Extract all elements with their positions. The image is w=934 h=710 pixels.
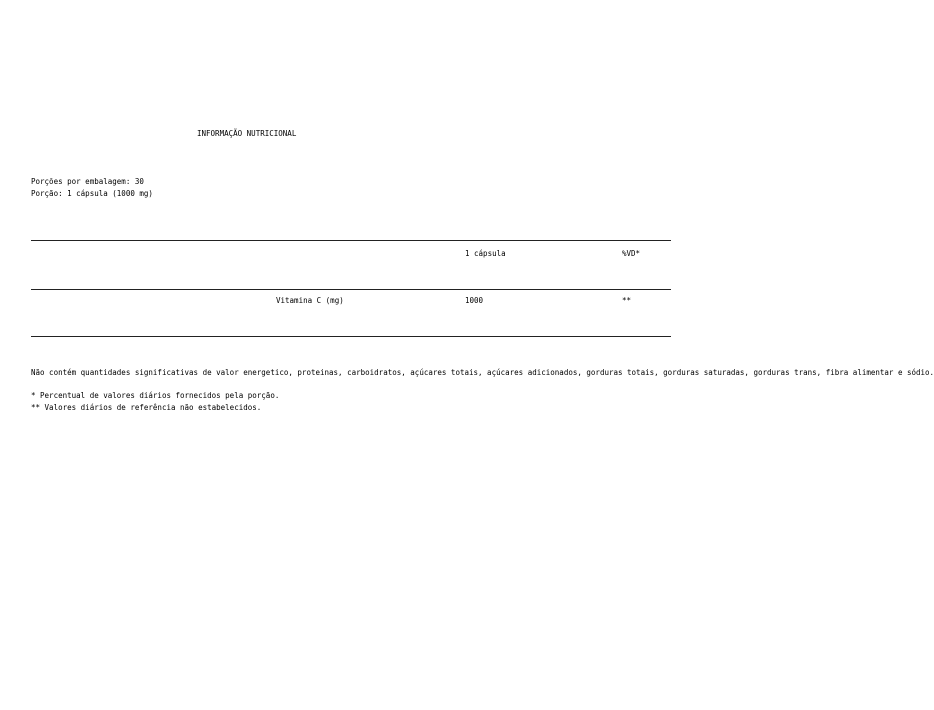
nutrient-name: Vitamina C (mg) xyxy=(276,296,344,305)
column-header-portion: 1 cápsula xyxy=(465,249,506,258)
column-header-daily-value: %VD* xyxy=(622,249,641,258)
nutrient-daily-value: ** xyxy=(622,296,632,305)
table-bottom-divider xyxy=(31,336,671,337)
table-top-divider xyxy=(31,240,671,241)
disclaimer-text: Não contém quantidades significativas de valor energetico, proteinas, carboidratos, açúcares totais, açúcares adicionados, gorduras totais, gorduras saturadas, gorduras trans, fibra alimentar e sódio. xyxy=(31,368,934,377)
footnote-no-reference: ** Valores diários de referência não estabelecidos. xyxy=(31,403,262,412)
nutrient-amount: 1000 xyxy=(465,296,484,305)
portion-size: Porção: 1 cápsula (1000 mg) xyxy=(31,189,153,198)
page-title: INFORMAÇÃO NUTRICIONAL xyxy=(197,129,297,138)
servings-per-package: Porções por embalagem: 30 xyxy=(31,177,144,186)
footnote-daily-value: * Percentual de valores diários fornecidos pela porção. xyxy=(31,391,280,400)
table-header-divider xyxy=(31,289,671,290)
